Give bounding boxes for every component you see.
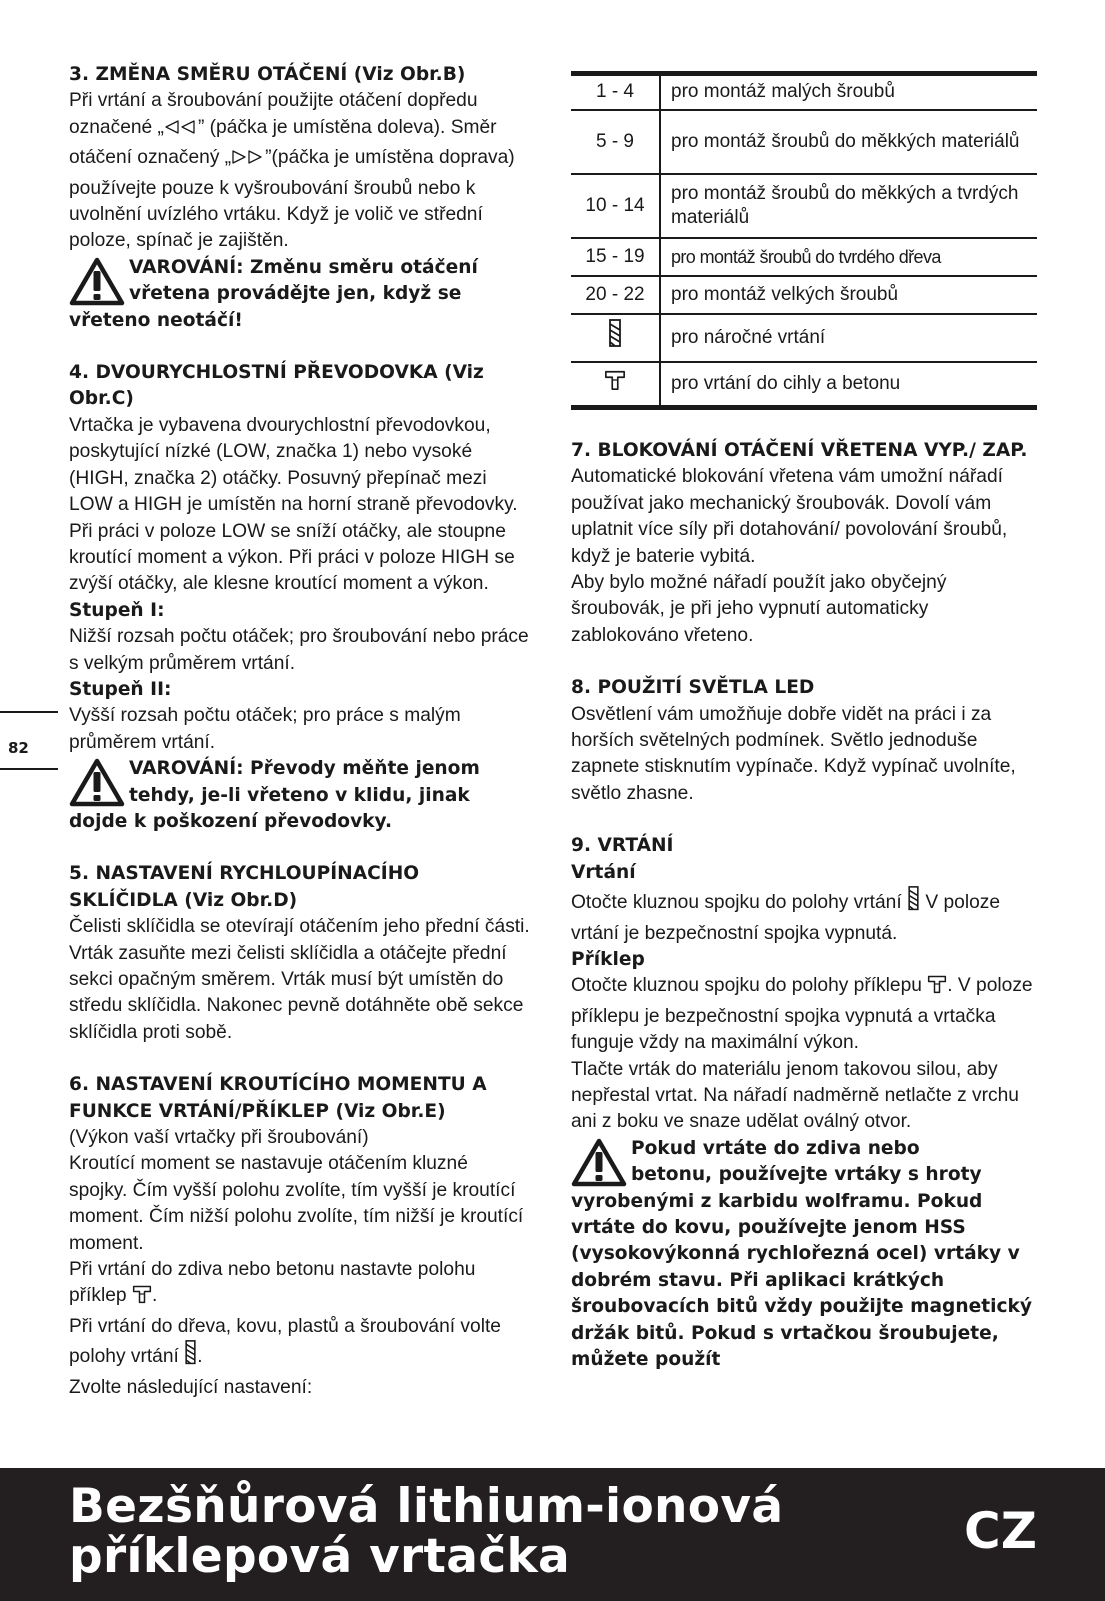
pressure-text: Tlačte vrták do materiálu jenom takovou silou, aby nepřestal vrtat. Na nářadí nadměrně netlačte z vrchu ani z boku ve snaze udělat oválný otvor.: [571, 1058, 1019, 1133]
section-4-text: Vrtačka je vybavena dvourychlostní převodovkou, poskytující nízké (LOW, značka 1) nebo vysoké (HIGH, značka 2) otáčky. Posuvný přepínač mezi LOW a HIGH je umístěn na horní straně převodovky. Při práci v poloze LOW se sníží otáčky, ale stoupne kroutící moment a výkon. Při práci v poloze HIGH se zvýší otáčky, ale klesne kroutící moment a výkon.: [69, 414, 518, 595]
drill-bit-icon: [184, 1340, 197, 1374]
section-8-text: Osvětlení vám umožňuje dobře vidět na práci i za horších světelných podmínek. Světlo jednoduše zapnete stisknutím vypínače. Když vypínač uvolníte, světlo zhasne.: [571, 703, 1016, 804]
language-code: CZ: [964, 1502, 1037, 1560]
page-marker-line-top: [0, 711, 58, 713]
drilling-text: Otočte kluznou spojku do polohy vrtání V poloze vrtání je bezpečnostní spojka vypnutá.: [571, 886, 1041, 947]
section-6-heading: 6. NASTAVENÍ KROUTÍCÍHO MOMENTU A FUNKCE VRTÁNÍ/PŘÍKLEP (Viz Obr.E): [69, 1074, 487, 1122]
hammer-icon: [927, 973, 947, 1003]
stage-1-text: Nižší rozsah počtu otáček; pro šroubování nebo práce s velkým průměrem vrtání.: [69, 626, 529, 674]
section-6-text-5: Zvolte následující nastavení:: [69, 1376, 313, 1398]
warning-icon: [69, 257, 125, 307]
page-number: 82: [8, 739, 29, 757]
section-5-heading: 5. NASTAVENÍ RYCHLOUPÍNACÍHO SKLÍČIDLA (Viz Obr.D): [69, 863, 420, 911]
section-4-heading: 4. DVOURYCHLOSTNÍ PŘEVODOVKA (Viz Obr.C): [69, 362, 484, 410]
table-row: 5 - 9 pro montáž šroubů do měkkých materiálů: [571, 110, 1037, 174]
stage-1-label: Stupeň I:: [69, 599, 165, 621]
drill-bit-icon: [907, 886, 920, 920]
hammer-icon: [604, 369, 626, 398]
warning-drill-bits: Pokud vrtáte do zdiva nebo betonu, používejte vrtáky s hroty vyrobenými z karbidu wolframu. Pokud vrtáte do kovu, používejte jenom HSS (vysokovýkonná rychlořezná ocel) vrtáky v dobrém stavu. Při aplikaci krátkých šroubovacích bitů vždy použijte magnetický držák bitů. Pokud s vrtačkou šroubujete, můžete použít: [571, 1137, 1032, 1370]
reverse-rotation-icon: [164, 119, 198, 145]
section-9-heading: 9. VRTÁNÍ: [571, 835, 674, 857]
section-6-text-1: (Výkon vaší vrtačky při šroubování): [69, 1127, 369, 1149]
section-7-text-2: Aby bylo možné nářadí použít jako obyčejný šroubovák, je při jeho vypnutí automaticky zablokováno vřeteno.: [571, 572, 947, 646]
footer-banner: [0, 1468, 1105, 1601]
drilling-subheading: Vrtání: [571, 861, 636, 883]
section-6-text-4: Při vrtání do dřeva, kovu, plastů a šroubování volte polohy vrtání .: [69, 1314, 531, 1375]
section-8-heading: 8. POUŽITÍ SVĚTLA LED: [571, 677, 815, 699]
warning-rotation: VAROVÁNÍ: Změnu směru otáčení vřetena provádějte jen, když se vřeteno neotáčí!: [69, 256, 478, 331]
section-5-text: Čelisti sklíčidla se otevírají otáčením jeho přední části. Vrták zasuňte mezi čelisti sklíčidla a otáčejte přední sekci opačným směrem. Vrták musí být umístěn do středu sklíčidla. Nakonec pevně dotáhněte obě sekce sklíčidla proti sobě.: [69, 916, 530, 1043]
page-marker-line-bottom: [0, 768, 58, 770]
drill-bit-icon: [608, 319, 622, 356]
warning-icon: [571, 1138, 627, 1188]
forward-rotation-icon: [231, 149, 265, 175]
left-column: [69, 62, 531, 1401]
stage-2-text: Vyšší rozsah počtu otáček; pro práce s malým průměrem vrtání.: [69, 705, 461, 753]
hammer-text: Otočte kluznou spojku do polohy příklepu . V poloze příklepu je bezpečnostní spojka vypnutá a vrtačka funguje vždy na maximální výkon.: [571, 975, 1033, 1054]
table-row: 10 - 14 pro montáž šroubů do měkkých a tvrdých materiálů: [571, 174, 1037, 238]
section-6-text-2: Kroutící moment se nastavuje otáčením kluzné spojky. Čím vyšší polohu zvolíte, tím vyšší je kroutící moment. Čím nižší polohu zvolíte, tím nižší je kroutící moment.: [69, 1153, 524, 1254]
section-7-text-1: Automatické blokování vřetena vám umožní nářadí používat jako mechanický šroubovák. Dovolí vám uplatnit více síly při dotahování/ povolování šroubů, když je baterie vybitá.: [571, 466, 1008, 567]
hammer-subheading: Příklep: [571, 948, 645, 970]
hammer-icon: [132, 1283, 152, 1313]
section-3-heading: 3. ZMĚNA SMĚRU OTÁČENÍ (Viz Obr.B): [69, 64, 466, 85]
right-column: [571, 62, 1041, 1373]
warning-gears: VAROVÁNÍ: Převody měňte jenom tehdy, je-li vřeteno v klidu, jinak dojde k poškození převodovky.: [69, 758, 480, 832]
warning-icon: [69, 758, 125, 808]
section-7-heading: 7. BLOKOVÁNÍ OTÁČENÍ VŘETENA VYP./ ZAP.: [571, 440, 1028, 461]
table-row: 15 - 19 pro montáž šroubů do tvrdého dřeva: [571, 238, 1037, 276]
table-row: 20 - 22 pro montáž velkých šroubů: [571, 276, 1037, 314]
product-title: Bezšňůrová lithium-ionová příklepová vrtačka: [69, 1479, 784, 1584]
table-row: pro vrtání do cihly a betonu: [571, 362, 1037, 408]
table-row: 1 - 4 pro montáž malých šroubů: [571, 74, 1037, 110]
section-3-text: Při vrtání a šroubování použijte otáčení dopředu označené „ ” (páčka je umístěna doleva). Směr otáčení označený „ ”(páčka je umístěna doprava) používejte pouze k vyšroubování šroubů nebo k uvolnění uvízlého vrtáku. Když je volič ve střední poloze, spínač je zajištěn.: [69, 90, 515, 252]
torque-settings-table: [571, 71, 1037, 410]
stage-2-label: Stupeň II:: [69, 678, 172, 700]
table-row: pro náročné vrtání: [571, 314, 1037, 362]
section-6-text-3: Při vrtání do zdiva nebo betonu nastavte polohu příklep .: [69, 1257, 531, 1314]
